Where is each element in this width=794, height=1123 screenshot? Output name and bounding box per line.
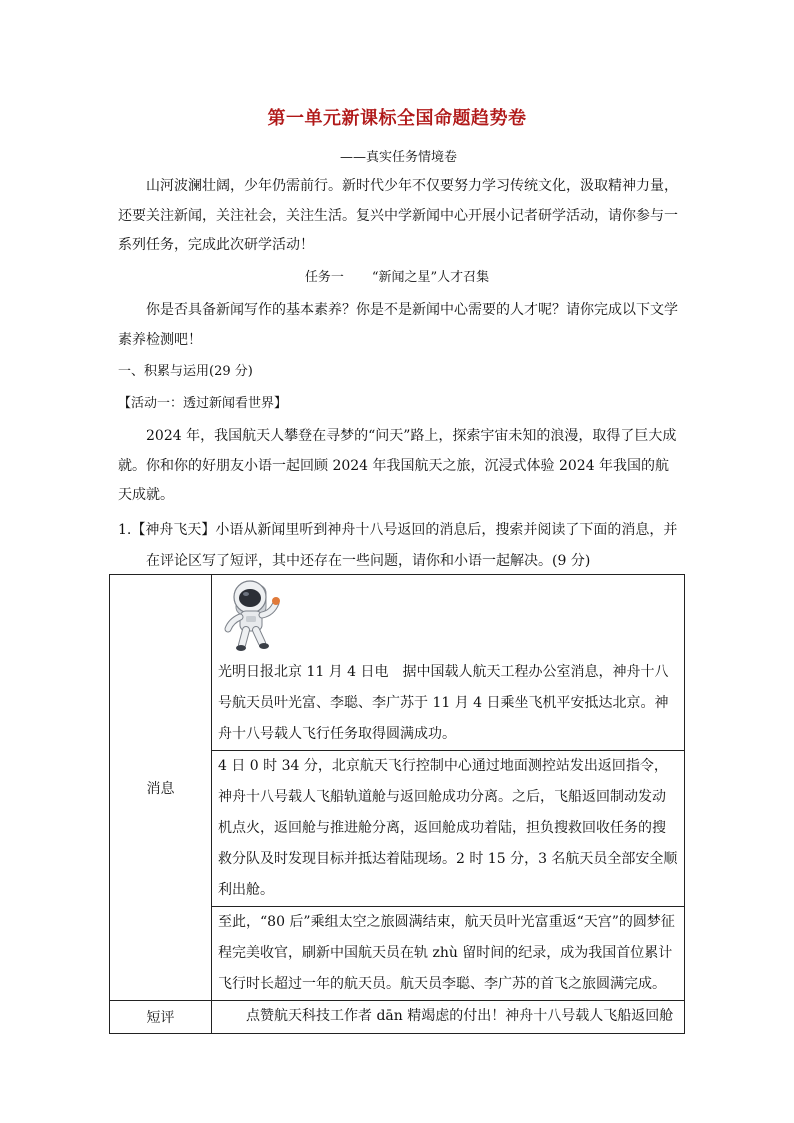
task-heading — [0, 266, 794, 285]
news-label-cell — [110, 575, 212, 1001]
question-1-line2: 在评论区写了短评，其中还存在一些问题，请你和小语一起解决。(9 分) — [146, 553, 591, 569]
page-title: 第一单元新课标全国命题趋势卷 — [267, 108, 527, 129]
activity-heading: 【活动一：透过新闻看世界】 — [118, 396, 288, 411]
question-1 — [118, 515, 678, 577]
review-text: 点赞航天科技工作者 dān 精竭虑的付出！神舟十八号载人飞船返回舱 — [246, 1008, 674, 1024]
section-heading: 一、积累与运用(29 分) — [118, 364, 253, 379]
news-table — [109, 574, 685, 1034]
page-subtitle: ——真实任务情境卷 — [340, 150, 458, 165]
review-cell — [212, 1001, 685, 1034]
activity-paragraph — [118, 422, 678, 511]
news-cell-3 — [212, 907, 685, 1001]
task-label: 任务一 — [304, 270, 344, 285]
news-paragraph-3: 至此，“80 后”乘组太空之旅圆满结束，航天员叶光富重返“天宫”的圆梦征程完美收官，刷新中国航天员在轨 zhù 留时间的纪录，成为我国首位累计飞行时长超过一年的航天员。航天员李聪、李广苏的首飞之旅圆满完成。 — [218, 914, 675, 992]
news-cell-2 — [212, 751, 685, 907]
task-intro-text: 你是否具备新闻写作的基本素养？你是不是新闻中心需要的人才呢？请你完成以下文学素养检测吧！ — [118, 302, 678, 348]
review-label: 短评 — [146, 1010, 175, 1026]
intro-text: 山河波澜壮阔，少年仍需前行。新时代少年不仅要努力学习传统文化，汲取精神力量，还要关注新闻，关注社会，关注生活。复兴中学新闻中心开展小记者研学活动，请你参与一系列任务，完成此次研学活动！ — [118, 178, 678, 253]
task-intro-paragraph — [118, 296, 678, 355]
news-paragraph-1: 光明日报北京 11 月 4 日电 据中国载人航天工程办公室消息，神舟十八号航天员叶光富、李聪、李广苏于 11 月 4 日乘坐飞机平安抵达北京。神舟十八号载人飞行任务取得圆满成功。 — [218, 664, 669, 742]
news-label: 消息 — [146, 780, 175, 797]
news-cell-1 — [212, 575, 685, 751]
question-1-line1: 1.【神舟飞天】小语从新闻里听到神舟十八号返回的消息后，搜索并阅读了下面的消息，并 — [118, 522, 678, 538]
news-paragraph-2: 4 日 0 时 34 分，北京航天飞行控制中心通过地面测控站发出返回指令，神舟十八号载人飞船轨道舱与返回舱成功分离。之后，飞船返回制动发动机点火，返回舱与推进舱分离，返回舱成功着陆，担负搜救回收任务的搜救分队及时发现目标并抵达着陆现场。2 时 15 分，3 名航天员全部安全顺利出舱。 — [218, 758, 678, 898]
task-name: “新闻之星”人才召集 — [371, 270, 490, 285]
review-label-cell — [110, 1001, 212, 1034]
astronaut-illustration — [218, 575, 678, 657]
intro-paragraph — [118, 172, 678, 261]
activity-text: 2024 年，我国航天人攀登在寻梦的“问天”路上，探索宇宙未知的浪漫，取得了巨大成就。你和你的好朋友小语一起回顾 2024 年我国航天之旅，沉浸式体验 2024 年我国的航天成就。 — [118, 428, 677, 503]
astronaut-icon — [218, 577, 288, 655]
